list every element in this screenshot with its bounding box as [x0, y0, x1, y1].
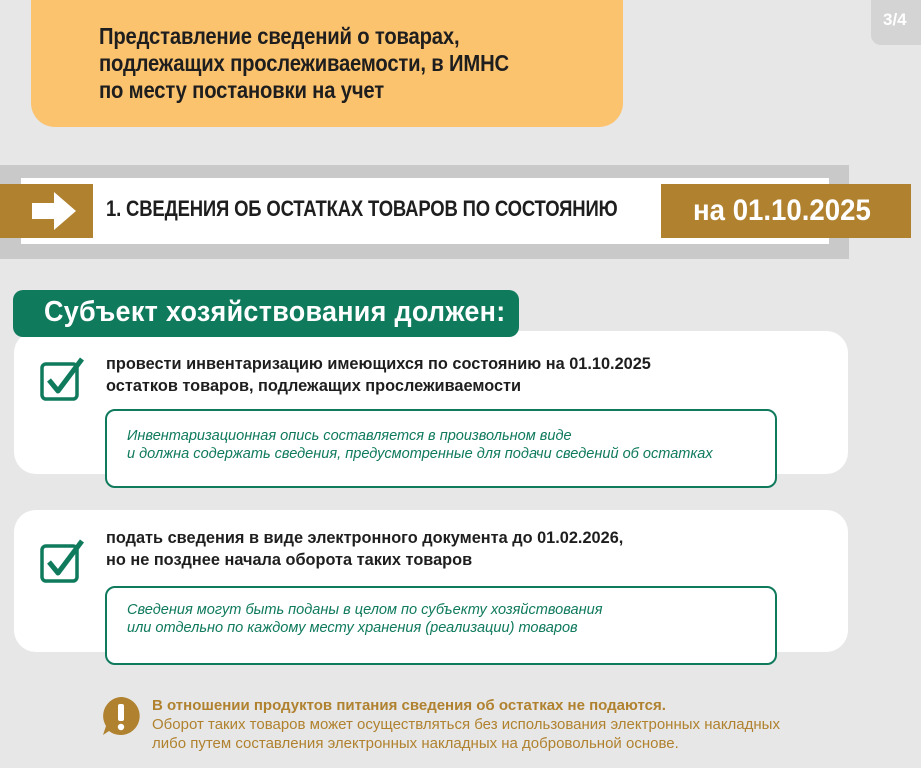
page-title-line: подлежащих прослеживаемости, в ИМНС [99, 50, 509, 76]
page-indicator-label: 3/4 [883, 10, 907, 29]
requirement-note-text [127, 427, 767, 463]
section-title-text: СВЕДЕНИЯ ОБ ОСТАТКАХ ТОВАРОВ ПО СОСТОЯНИЮ [126, 196, 618, 221]
section-date: на 01.10.2025 [693, 194, 871, 227]
requirement-line: подать сведения в виде электронного документа до 01.02.2026, [106, 528, 624, 547]
arrow-right-icon [30, 189, 78, 233]
section-date-box [661, 184, 911, 238]
section-number: 1. [106, 196, 122, 221]
page-indicator [871, 0, 921, 45]
requirement-text [106, 353, 720, 397]
section-arrow-box [0, 184, 93, 238]
page-title-line: по месту постановки на учет [99, 77, 384, 103]
checkbox-checked-icon [39, 538, 85, 584]
checkbox-checked-icon [39, 356, 85, 402]
note-line: Сведения могут быть поданы в целом по субъекту хозяйствования [127, 601, 603, 618]
note-line: и должна содержать сведения, предусмотренные для подачи сведений об остатках [127, 445, 713, 462]
page-title-line: Представление сведений о товарах, [99, 23, 460, 49]
subject-heading: Субъект хозяйствования должен: [44, 296, 506, 328]
requirement-text [106, 527, 720, 571]
note-line: Инвентаризационная опись составляется в произвольном виде [127, 427, 572, 444]
section-title [106, 196, 617, 222]
warning-line: Оборот таких товаров может осуществляться без использования электронных накладных [152, 716, 780, 733]
requirement-note [105, 409, 777, 488]
requirement-line: остатков товаров, подлежащих прослеживаемости [106, 376, 522, 395]
page-title [99, 23, 539, 104]
requirement-line: провести инвентаризацию имеющихся по состоянию на 01.10.2025 [106, 354, 651, 373]
subject-heading-tab [13, 290, 519, 337]
warning-body [152, 715, 872, 753]
warning-title: В отношении продуктов питания сведения об остатках не подаются. [152, 697, 666, 714]
requirement-note-text [127, 601, 767, 637]
exclamation-icon [100, 695, 142, 737]
requirement-note [105, 586, 777, 665]
note-line: или отдельно по каждому месту хранения (реализации) товаров [127, 619, 578, 636]
warning-line: либо путем составления электронных накладных на добровольной основе. [152, 735, 679, 752]
requirement-line: но не позднее начала оборота таких товаров [106, 550, 473, 569]
